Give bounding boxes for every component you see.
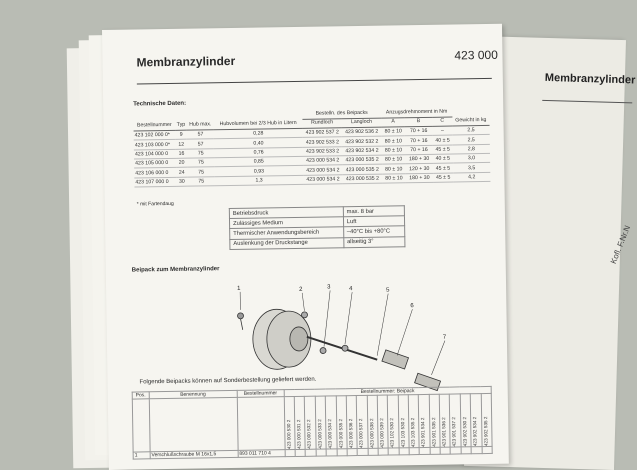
plug-screw-shaft-drawing: [241, 319, 243, 330]
beipack-cell: [295, 449, 305, 456]
beipack-column-label: 423 102 530 2: [389, 395, 395, 447]
callout-label: 5: [386, 288, 390, 294]
beipack-number-row: [132, 393, 492, 452]
beipack-cell: [326, 449, 336, 456]
leader-line: [396, 309, 413, 355]
col-group-anzug: Anzugsdrehmoment in Nm: [381, 109, 452, 119]
beipack-cell: [471, 447, 481, 454]
beipack-cell: [430, 447, 440, 454]
document-page: [102, 24, 509, 470]
back-page-title: Membranzylinder: [545, 72, 636, 87]
title-rule: [137, 78, 492, 85]
beipack-column-label: 423 103 530 2: [399, 395, 405, 447]
callout-label: 2: [299, 287, 303, 293]
beipack-column-label: 423 000 537 2: [358, 396, 364, 448]
beipack-cell: [347, 449, 357, 456]
leader-line: [323, 290, 331, 346]
beipack-cell: [388, 448, 398, 455]
leader-line: [302, 293, 304, 311]
beipack-cell: [409, 448, 419, 455]
beipack-column-label: 423 000 539 2: [379, 396, 385, 448]
beipack-cell: [306, 449, 316, 456]
callout-label: 4: [349, 286, 353, 292]
beipack-column-label: 423 000 531 2: [296, 397, 302, 449]
param-table: [229, 205, 406, 250]
beipack-cell: [316, 449, 326, 456]
beipack-column-label: 423 000 532 2: [306, 397, 312, 449]
beipack-cell: [451, 447, 461, 454]
param-row: Thermischer Anwendungsbereich –40°C bis +80°C: [230, 226, 405, 239]
param-row: Auslenkung der Druckstange allseitig 3°: [230, 236, 405, 249]
leader-line: [431, 341, 446, 375]
col-gewicht: Gewicht in kg: [452, 108, 489, 126]
table-row: 423 107 000 0 30 75 1,3 423 000 534 2 423 000 535 2 80 ± 10 180 + 30 45 ± 5 4,2: [134, 172, 490, 187]
beipack-column-label: 423 000 538 2: [368, 396, 374, 448]
page-number: 423 000: [454, 48, 498, 63]
beipack-heading: Beipack zum Membranzylinder: [132, 266, 220, 273]
footnote: * mit Fartendaug: [137, 201, 174, 208]
beipack-cell: [378, 448, 388, 455]
col-langloch: Langloch: [342, 118, 382, 128]
beipack-column-label: 423 902 535 2: [482, 394, 488, 446]
beipack-column-header: [481, 393, 492, 446]
beipack-column-label: 423 901 537 2: [451, 394, 457, 446]
back-page-side-text: Kofl. F.Nr.N: [609, 224, 632, 265]
exploded-drawing: [226, 268, 468, 392]
beipack-column-label: 423 902 530 2: [462, 394, 468, 446]
table-row: 1 Verschlußschraube M 16x1,5 893 011 710 4: [133, 446, 492, 459]
sonder-text: Folgende Beipacks können auf Sonderbestellung geliefert werden.: [139, 377, 316, 386]
table-row: 423 105 000 0 20 75 0,85 423 000 534 2 423 000 535 2 80 ± 10 180 + 30 40 ± 5 3,0: [134, 153, 490, 168]
back-page-rule: [542, 100, 632, 104]
beipack-column-label: 423 000 535 2: [337, 396, 343, 448]
beipack-column-label: 423 000 536 2: [348, 396, 354, 448]
tech-heading: Technische Daten:: [133, 101, 186, 108]
beipack-column-label: 423 901 535 2: [431, 395, 437, 447]
beipack-order-table: [132, 386, 493, 460]
param-row: Betriebsdruck max. 8 bar: [229, 206, 404, 219]
beipack-column-label: 423 000 534 2: [327, 396, 333, 448]
page-title: Membranzylinder: [136, 54, 235, 70]
beipack-cell: [399, 448, 409, 455]
beipack-cell: [285, 450, 295, 457]
col-b: B: [405, 117, 432, 126]
spec-table: [133, 108, 490, 188]
beipack-column-label: 423 000 533 2: [317, 397, 323, 449]
lock-nut-drawing: [342, 345, 348, 351]
beipack-cell: [420, 447, 430, 454]
callout-label: 1: [237, 286, 241, 292]
col-a: A: [381, 118, 405, 127]
table-row: 423 106 000 0 24 75 0,93 423 000 534 2 423 000 535 2 80 ± 10 120 + 30 45 ± 5 3,5: [134, 163, 490, 178]
leader-line: [376, 294, 389, 356]
table-row: 423 104 000 0 16 75 0,76 423 902 533 2 423 902 534 2 80 ± 10 70 + 16 45 ± 5 2,8: [134, 144, 490, 159]
beipack-column-label: 423 901 536 2: [441, 395, 447, 447]
col-rundloch: Rundloch: [302, 119, 342, 129]
col-typ: Typ: [175, 113, 187, 131]
beipack-cell: [461, 447, 471, 454]
col-group-beipack: Bestelln. des Beipacks: [302, 110, 381, 120]
beipack-cell: [440, 447, 450, 454]
callout-label: 3: [327, 284, 331, 290]
col-hubvolumen: Hubvolumen bei 2/3 Hub in Litern: [214, 111, 303, 130]
clevis-drawing: [382, 350, 409, 369]
beipack-group-header: Bestellnummer: Beipack: [284, 386, 491, 396]
plug-screw-drawing: [237, 313, 243, 319]
callout-label: 6: [410, 303, 414, 309]
beipack-cell: [337, 449, 347, 456]
table-row: 423 103 000 0* 12 57 0,40 423 902 533 2 423 902 532 2 80 ± 10 70 + 16 40 ± 5 2,5: [134, 135, 490, 150]
beipack-cell: [357, 448, 367, 455]
beipack-column-label: 423 103 535 2: [410, 395, 416, 447]
beipack-cell: [368, 448, 378, 455]
beipack-column-label: 423 000 530 2: [286, 397, 292, 449]
beipack-column-label: 423 901 534 2: [420, 395, 426, 447]
beipack-cell: [482, 446, 493, 453]
table-row: 423 102 000 0* 9 57 0,28 423 902 537 2 423 902 536 2 80 ± 10 70 + 16 – 2,5: [134, 125, 490, 140]
col-c: C: [432, 117, 452, 126]
cylinder-boss-drawing: [290, 327, 308, 351]
nut-drawing: [301, 312, 307, 318]
callout-label: 7: [443, 335, 447, 341]
washer-drawing: [320, 348, 326, 354]
bestellnummer-header: Bestellnummer: [237, 390, 284, 398]
pos-header: Pos.: [132, 392, 149, 399]
beipack-column-label: 423 902 534 2: [472, 394, 478, 446]
col-hub: Hub max.: [187, 112, 214, 130]
param-row: Zulässiges Medium Luft: [229, 216, 404, 229]
col-bestellnummer: Bestellnummer: [133, 113, 175, 131]
leader-line: [344, 292, 353, 344]
benennung-header: Benennung: [149, 390, 237, 398]
